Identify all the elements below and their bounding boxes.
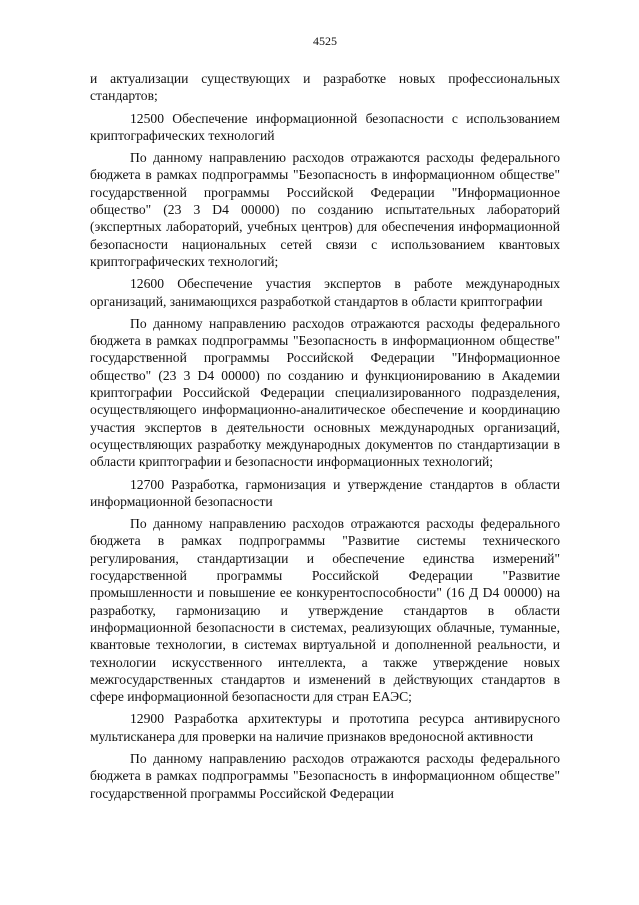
document-body: [90, 70, 560, 807]
section-body-12500: По данному направлению расходов отражаются расходы федерального бюджета в рамках подпрограммы "Безопасность в информационном обществе" государственной программы Российской Федерации "Информационное общество" (23 3 D4 00000) по созданию испытательных лабораторий (экспертных лабораторий, учебных центров) для обеспечения информационной безопасности национальных сетей связи с использованием квантовых криптографических технологий;: [90, 150, 560, 269]
page-number: 4525: [313, 34, 337, 48]
section-body-12600: По данному направлению расходов отражаются расходы федерального бюджета в рамках подпрограммы "Безопасность в информационном обществе" государственной программы Российской Федерации "Информационное общество" (23 3 D4 00000) по созданию и функционированию в Академии криптографии Российской Федерации специализированного подразделения, осуществляющего информационно-аналитическое обеспечение и координацию участия экспертов в деятельности основных международных организаций, осуществляющих разработку международных документов по стандартизации в области криптографии и безопасности информационных технологий;: [90, 315, 560, 470]
section-heading-12500: 12500 Обеспечение информационной безопасности с использованием криптографических технологий: [90, 110, 560, 143]
section-heading-12900: 12900 Разработка архитектуры и прототипа ресурса антивирусного мультисканера для проверки на наличие признаков вредоносной активности: [90, 711, 560, 744]
section-heading-12700: 12700 Разработка, гармонизация и утверждение стандартов в области информационной безопасности: [90, 476, 560, 509]
section-body-12700: По данному направлению расходов отражаются расходы федерального бюджета в рамках подпрограммы "Развитие системы технического регулирования, стандартизации и обеспечение единства измерений" государственной программы Российской Федерации "Развитие промышленности и повышение ее конкурентоспособности" (16 Д D4 00000) на разработку, гармонизацию и утверждение стандартов в области информационной безопасности в системах, реализующих облачные, туманные, квантовые технологии, в системах виртуальной и дополненной реальности, и технологии искусственного интеллекта, а также утверждение новых межгосударственных стандартов и изменений в действующих стандартов в сфере информационной безопасности для стран ЕАЭС;: [90, 516, 560, 705]
paragraph-continuation: и актуализации существующих и разработке новых профессиональных стандартов;: [90, 71, 560, 104]
section-heading-12600: 12600 Обеспечение участия экспертов в работе международных организаций, занимающихся разработкой стандартов в области криптографии: [90, 276, 560, 309]
section-body-12900: По данному направлению расходов отражаются расходы федерального бюджета в рамках подпрограммы "Безопасность в информационном обществе" государственной программы Российской Федерации: [90, 750, 560, 801]
